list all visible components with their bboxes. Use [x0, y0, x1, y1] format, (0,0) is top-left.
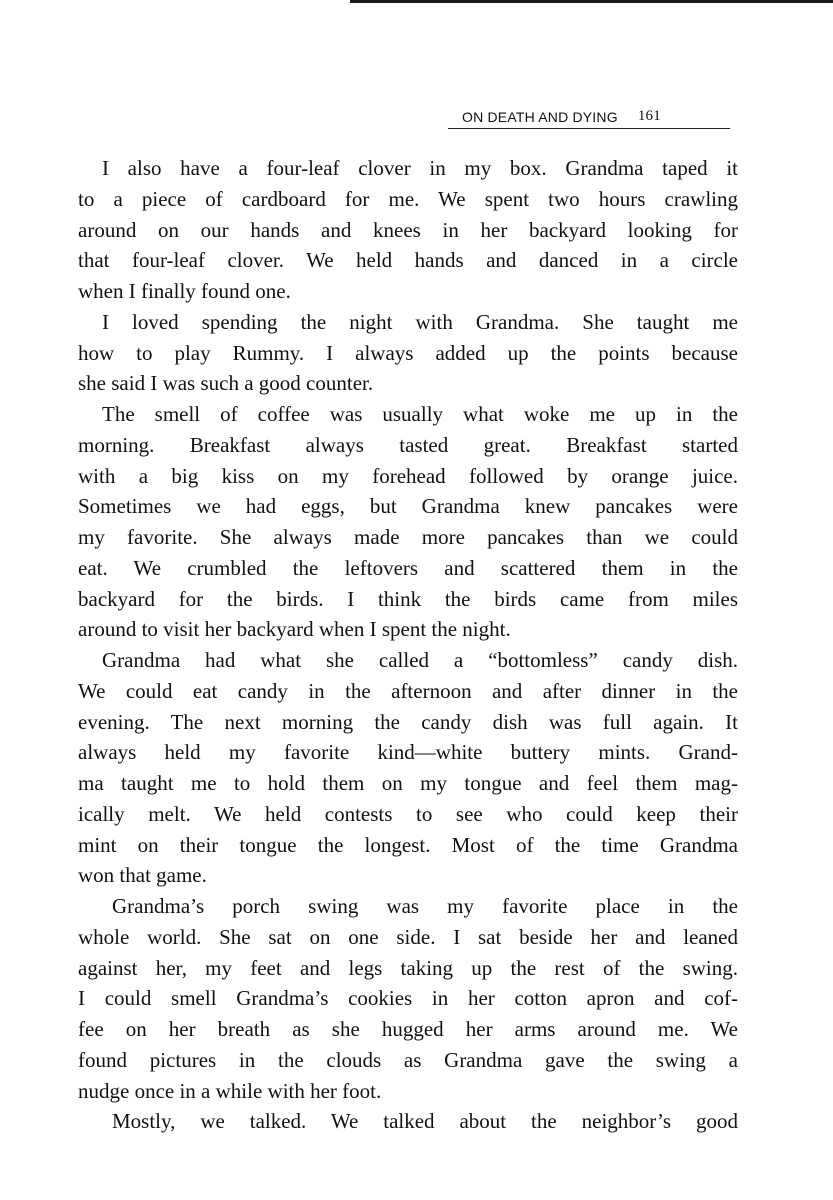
text-line: with a big kiss on my forehead followed by orange juice. — [78, 463, 738, 488]
text-line: backyard for the birds. I think the birds came from miles — [78, 586, 738, 611]
text-line: fee on her breath as she hugged her arms around me. We — [78, 1017, 738, 1041]
text-line: ma taught me to hold them on my tongue and feel them mag- — [78, 771, 738, 795]
text-line: found pictures in the clouds as Grandma gave the swing a — [78, 1047, 738, 1072]
text-line: Mostly, we talked. We talked about the neighbor’s good — [112, 1109, 738, 1134]
running-title: ON DEATH AND DYING — [462, 109, 618, 125]
running-header — [448, 106, 730, 129]
text-line: I also have a four-leaf clover in my box. Grandma taped it — [102, 156, 738, 180]
text-line: evening. The next morning the candy dish was full again. It — [78, 709, 738, 734]
text-line: my favorite. She always made more pancakes than we could — [78, 525, 738, 549]
text-line: The smell of coffee was usually what woke me up in the — [102, 402, 738, 426]
text-line: I loved spending the night with Grandma. She taught me — [102, 309, 738, 334]
text-line: mint on their tongue the longest. Most of the time Grandma — [78, 832, 738, 857]
text-line: Grandma had what she called a “bottomless” candy dish. — [102, 648, 738, 672]
text-line: around to visit her backyard when I spent the night. — [78, 617, 511, 642]
text-line: Sometimes we had eggs, but Grandma knew pancakes were — [78, 494, 738, 519]
text-line: eat. We crumbled the leftovers and scattered them in the — [78, 555, 738, 580]
text-line: how to play Rummy. I always added up the points because — [78, 340, 738, 365]
text-line: Grandma’s porch swing was my favorite place in the — [112, 894, 738, 918]
body-text — [78, 153, 738, 1137]
text-line: when I finally found one. — [78, 279, 291, 303]
text-line: she said I was such a good counter. — [78, 371, 374, 396]
text-line: always held my favorite kind—white buttery mints. Grand- — [78, 740, 738, 765]
text-line: nudge once in a while with her foot. — [78, 1078, 382, 1103]
text-line: ically melt. We held contests to see who could keep their — [78, 801, 738, 826]
text-line: to a piece of cardboard for me. We spent two hours crawling — [78, 186, 738, 211]
text-line: against her, my feet and legs taking up the rest of the swing. — [78, 955, 738, 980]
text-line: won that game. — [78, 863, 207, 888]
text-line: that four-leaf clover. We held hands and danced in a circle — [78, 248, 738, 273]
text-line: morning. Breakfast always tasted great. Breakfast started — [78, 432, 738, 457]
text-line: I could smell Grandma’s cookies in her cotton apron and cof- — [78, 986, 738, 1011]
text-line: We could eat candy in the afternoon and after dinner in the — [78, 678, 738, 703]
text-line: around on our hands and knees in her backyard looking for — [78, 217, 738, 242]
top-edge-rule — [350, 0, 833, 3]
text-line: whole world. She sat on one side. I sat beside her and leaned — [78, 924, 738, 949]
page-number: 161 — [637, 108, 661, 124]
